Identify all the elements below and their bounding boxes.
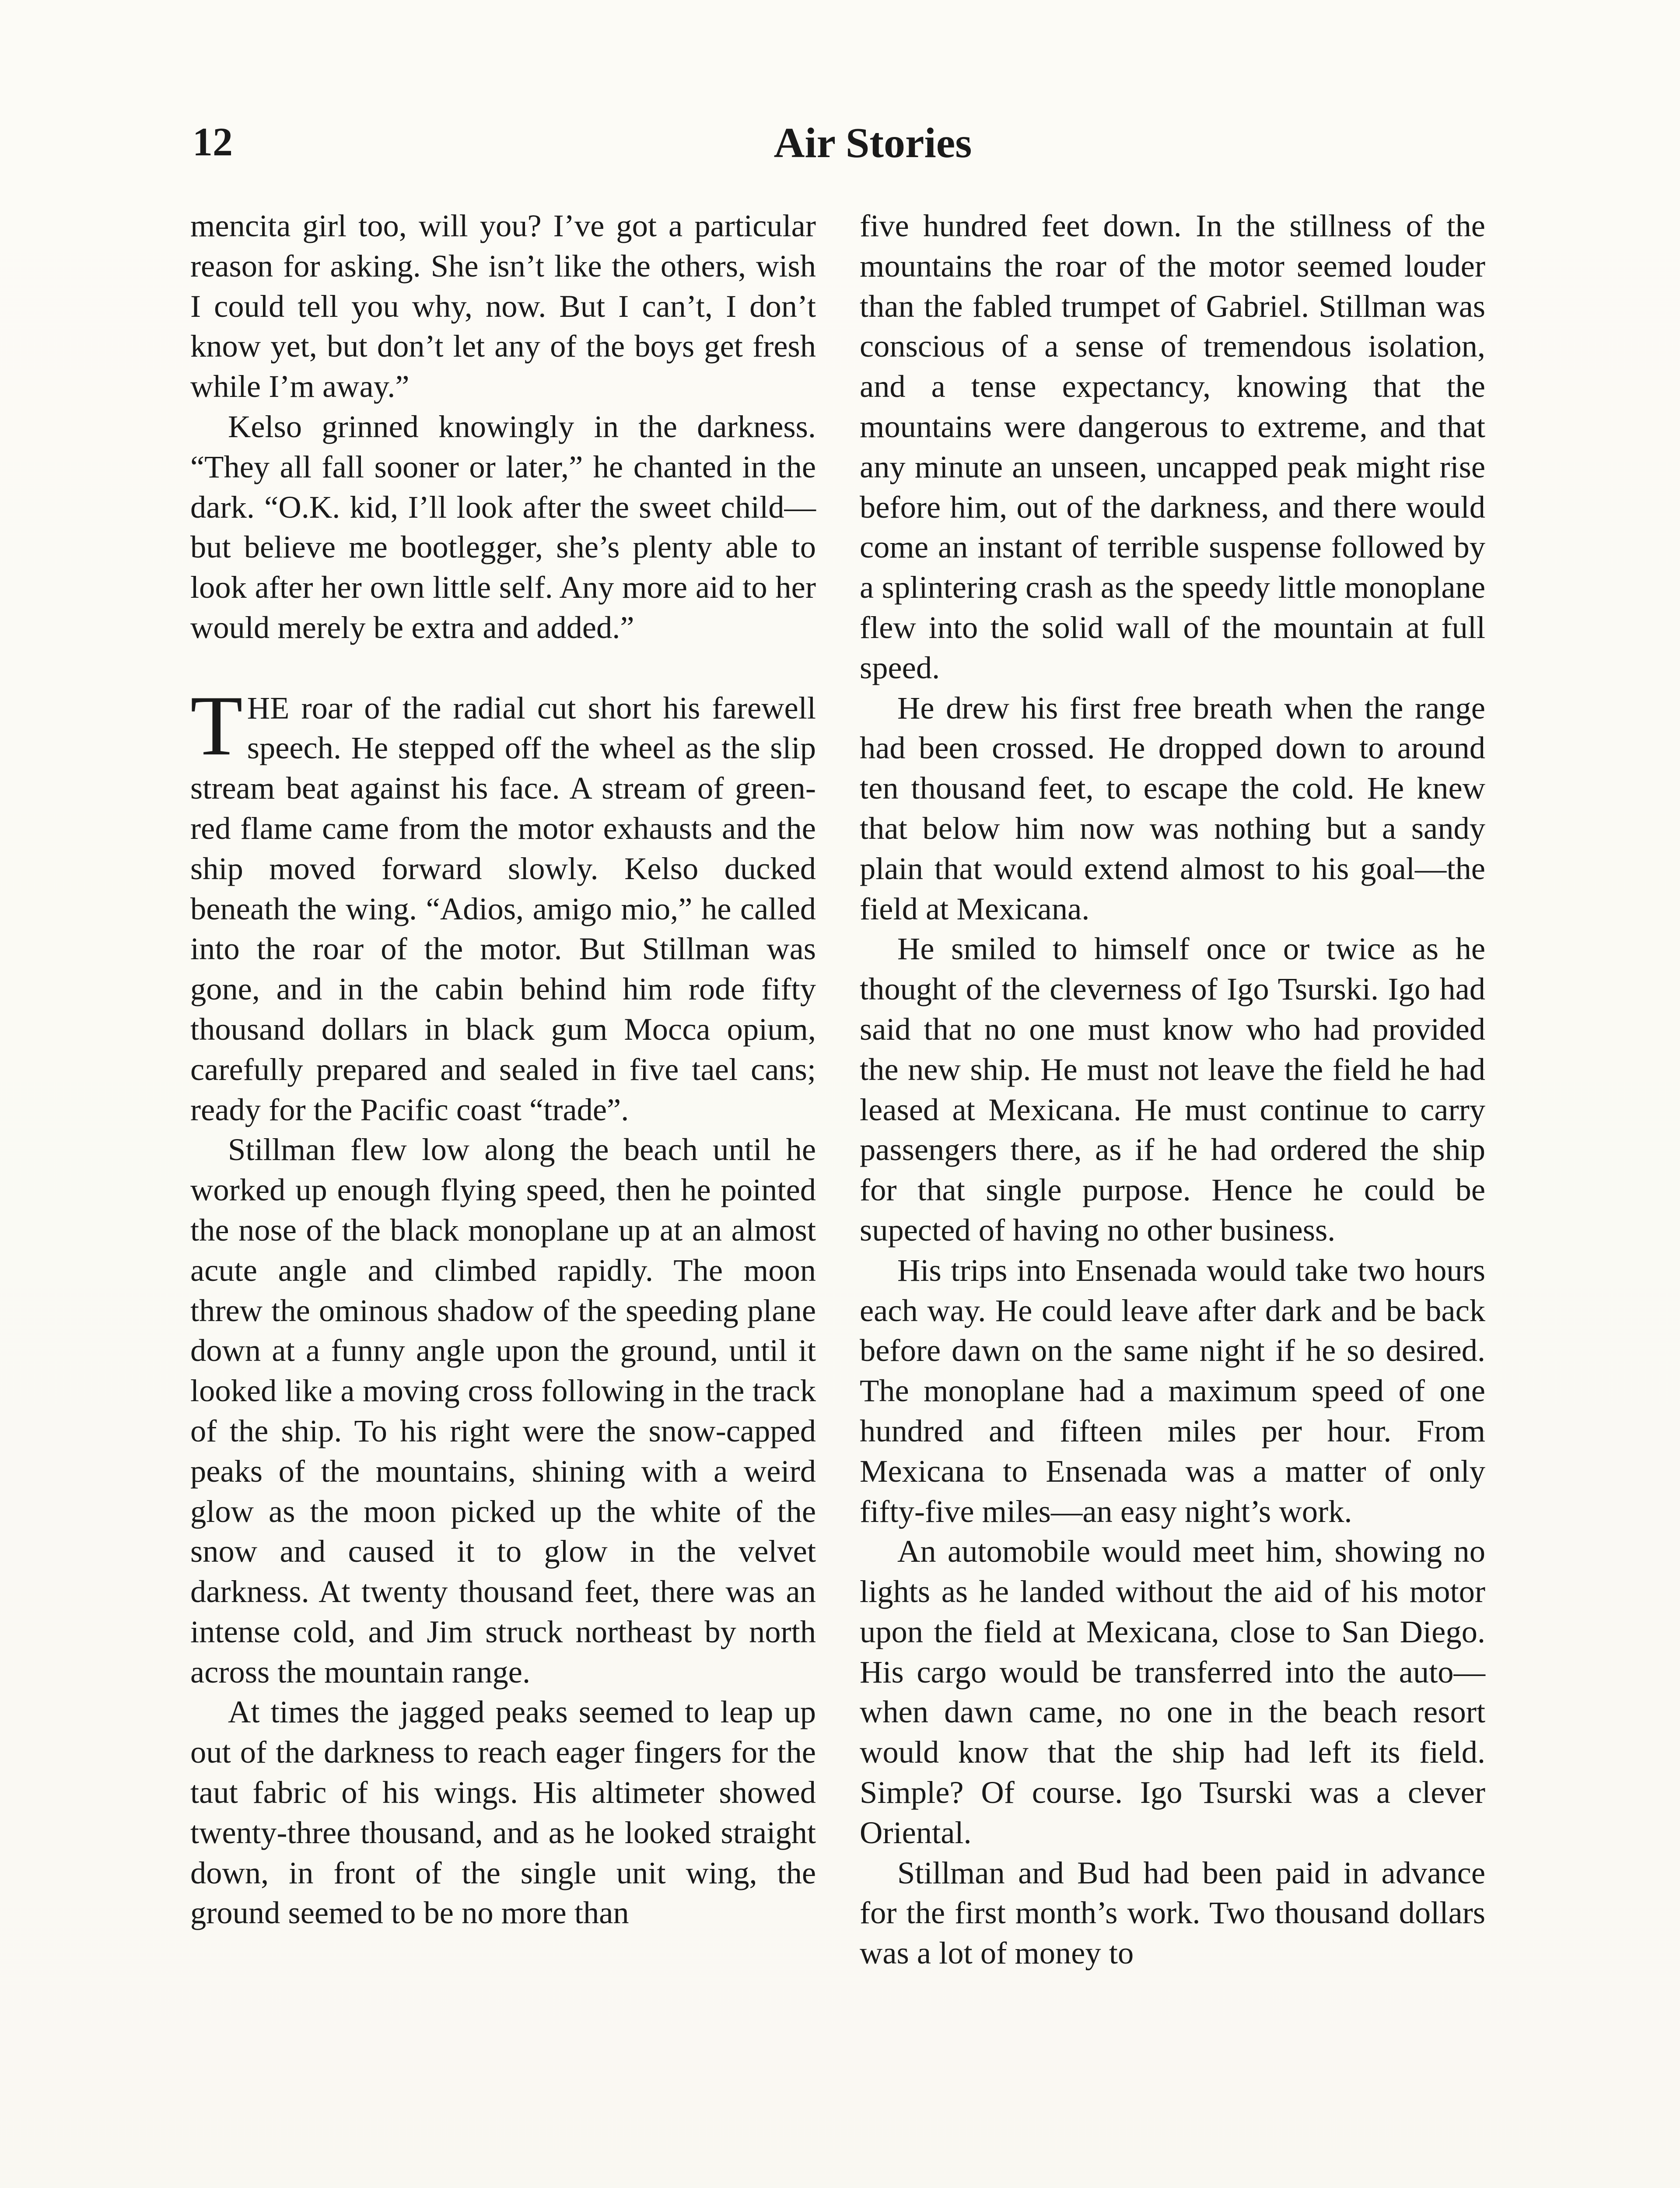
paragraph: Stillman and Bud had been paid in advance for the first month’s work. Two thousand dollars was a lot of money to [860, 1855, 1485, 1971]
paragraph: Stillman flew low along the beach until he worked up enough flying speed, then he pointed the nose of the black monoplane up at an almost acute angle and climbed rapidly. The moon threw the ominous shadow of the speeding plane down at a funny angle upon the ground, until it looked like a moving cross following in the track of the ship. To his right were the snow-capped peaks of the mountains, shining with a weird glow as the moon picked up the white of the snow and caused it to glow in the velvet darkness. At twenty thousand feet, there was an intense cold, and Jim struck northeast by north across the mountain range. [190, 1132, 816, 1690]
paragraph: mencita girl too, will you? I’ve got a particular reason for asking. She isn’t like the others, wish I could tell you why, now. But I can’t, I don’t know yet, but don’t let any of the boys get fresh while I’m away.” [190, 208, 816, 404]
paragraph: His trips into Ensenada would take two hours each way. He could leave after dark and be back before dawn on the same night if he so desired. The monoplane had a maximum speed of one hundred and fifteen miles per hour. From Mexicana to Ensenada was a matter of only fifty-five miles—an easy night’s work. [860, 1252, 1485, 1529]
page-number: 12 [192, 119, 233, 164]
running-title: Air Stories [774, 119, 972, 167]
left-column [190, 206, 816, 1933]
section-opening-paragraph [190, 678, 816, 1130]
paragraph: At times the jagged peaks seemed to leap up out of the darkness to reach eager fingers for the taut fabric of his wings. His altimeter showed twenty-three thousand, and as he looked straight down, in front of the single unit wing, the ground seemed to be no more than [190, 1694, 816, 1931]
paragraph: He smiled to himself once or twice as he thought of the cleverness of Igo Tsurski. Igo had said that no one must know who had provided the new ship. He must not leave the field he had leased at Mexicana. He must continue to carry passengers there, as if he had ordered the ship for that single purpose. Hence he could be supected of having no other business. [860, 931, 1485, 1248]
paragraph: five hundred feet down. In the stillness of the mountains the roar of the motor seemed louder than the fabled trumpet of Gabriel. Stillman was conscious of a sense of tremendous isolation, and a tense expectancy, knowing that the mountains were dangerous to extreme, and that any minute an unseen, uncapped peak might rise before him, out of the darkness, and there would come an instant of terrible suspense followed by a splintering crash as the speedy little monoplane flew into the solid wall of the mountain at full speed. [860, 208, 1485, 685]
paragraph: Kelso grinned knowingly in the darkness. “They all fall sooner or later,” he chanted in the dark. “O.K. kid, I’ll look after the sweet child—but believe me bootlegger, she’s plenty able to look after her own little self. Any more aid to her would merely be extra and added.” [190, 408, 816, 645]
right-column [860, 206, 1485, 1973]
paragraph: He drew his first free breath when the range had been crossed. He dropped down to around ten thousand feet, to escape the cold. He knew that below him now was nothing but a sandy plain that would extend almost to his goal—the field at Mexicana. [860, 690, 1485, 926]
drop-cap: T [190, 678, 243, 773]
section-opening-text: HE roar of the radial cut short his farewell speech. He stepped off the wheel as the slip stream beat against his face. A stream of green-red flame came from the motor exhausts and the ship moved forward slowly. Kelso ducked beneath the wing. “Adios, amigo mio,” he called into the roar of the motor. But Stillman was gone, and in the cabin behind him rode fifty thousand dollars in black gum Mocca opium, carefully prepared and sealed in five tael cans; ready for the Pacific coast “trade”. [190, 690, 816, 1127]
paragraph: An automobile would meet him, showing no lights as he landed without the aid of his motor upon the field at Mexicana, close to San Diego. His cargo would be transferred into the auto—when dawn came, no one in the beach resort would know that the ship had left its field. Simple? Of course. Igo Tsurski was a clever Oriental. [860, 1533, 1485, 1850]
